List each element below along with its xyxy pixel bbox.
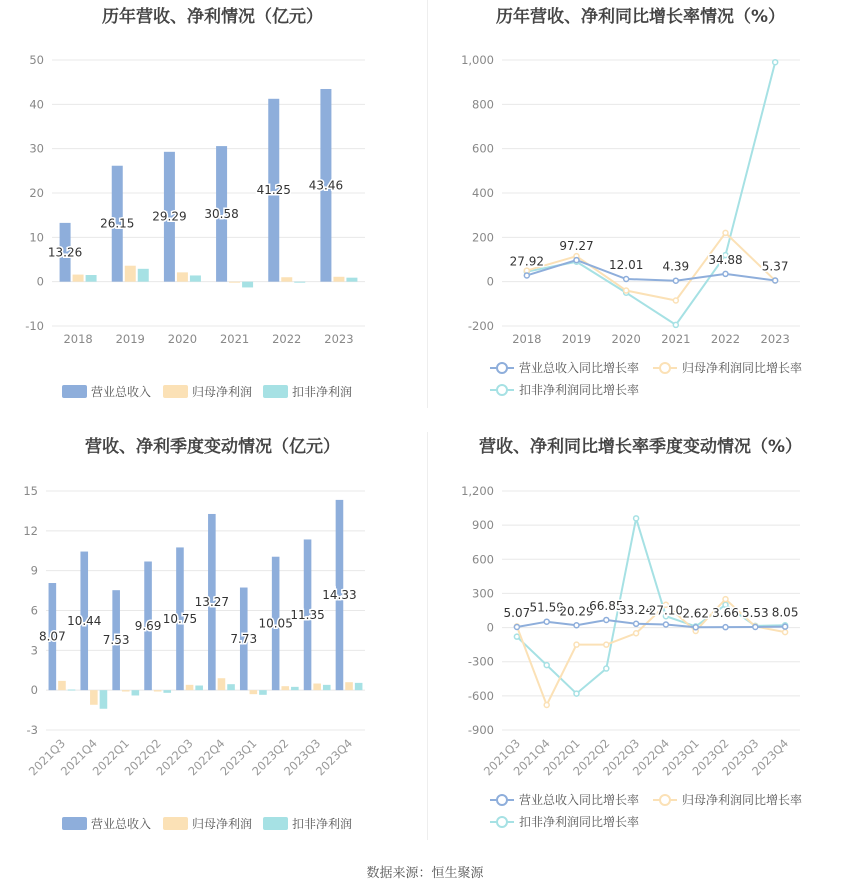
y-tick-label: 15 [23,484,38,498]
x-tick-label: 2023Q2 [689,736,732,779]
data-point [544,702,549,707]
y-tick-label: 600 [472,552,494,567]
legend-swatch [62,385,87,398]
x-tick-label: 2018 [63,332,93,346]
x-tick-label: 2023 [324,332,354,346]
chart-quarter-line [428,430,850,860]
y-tick-label: 30 [29,141,44,156]
legend-swatch [163,385,188,398]
chart-title: 营收、净利同比增长率季度变动情况（%） [478,437,803,457]
data-label: 8.05 [771,605,799,620]
data-label: 5.37 [761,259,789,274]
data-label: 13.26 [47,245,83,260]
bar [100,690,108,709]
x-tick-label: 2021Q3 [480,736,524,779]
y-tick-label: -10 [25,319,44,333]
data-label: 5.07 [503,605,531,620]
x-tick-label: 2023Q2 [249,736,292,779]
y-tick-label: 6 [30,603,38,618]
legend-label: 扣非净利润 [292,385,353,399]
x-tick-label: 2023Q3 [281,736,324,779]
bar [323,685,331,690]
bar [190,275,201,281]
y-tick-label: 20 [29,186,44,200]
data-label: 29.29 [152,209,187,224]
legend-swatch [263,385,288,398]
data-point [574,691,579,696]
y-tick-label: 300 [472,586,494,601]
data-point [773,60,778,65]
y-tick-label: 1,200 [461,484,494,498]
legend-label: 扣非净利润 [292,817,353,831]
x-tick-label: 2022Q2 [570,736,613,779]
chart-annual-bar-svg [0,0,425,430]
data-point [783,624,788,629]
legend-label: 营业总收入同比增长率 [519,793,640,807]
data-point [673,322,678,327]
data-point [634,631,639,636]
x-tick-label: 2018 [512,332,542,346]
x-tick-label: 2023Q1 [217,736,260,779]
data-label: 4.39 [662,259,690,274]
data-label: 3.66 [712,606,739,621]
legend-label: 营业总收入 [91,385,152,399]
chart-annual-bar [0,0,425,430]
y-tick-label: 10 [29,230,44,245]
data-label: 33.24 [618,602,654,617]
chart-title: 历年营收、净利同比增长率情况（%） [495,7,786,27]
chart-annual-line-svg [428,0,850,430]
data-label: 43.46 [308,178,344,193]
x-tick-label: 2023 [760,332,790,346]
x-tick-label: 2022 [710,332,741,346]
data-point [574,623,579,628]
data-point [524,273,529,278]
data-source-note: 数据来源：恒生聚源 [366,866,484,881]
bar [281,277,292,281]
data-label: 27.92 [509,254,545,269]
data-label: 11.35 [290,607,325,622]
y-tick-label: 9 [30,563,38,578]
chart-quarter-line-svg [428,430,850,860]
bar [154,690,162,691]
data-label: 10.44 [67,613,102,628]
bar [346,278,357,282]
x-tick-label: 2022 [272,332,302,346]
y-tick-label: 0 [486,274,494,289]
bar [138,269,149,282]
legend-marker [497,817,507,827]
bar [294,282,305,283]
data-point [544,619,549,624]
chart-title: 营收、净利季度变动情况（亿元） [85,437,340,457]
bar [90,690,98,705]
bar [345,682,353,690]
bar [291,687,299,690]
data-label: 14.33 [322,588,357,603]
bar [195,686,203,691]
legend-swatch [163,817,188,830]
legend-marker [660,363,670,373]
data-point [544,663,549,668]
series-line [517,620,785,627]
series-line [527,62,775,325]
x-tick-label: 2021Q3 [25,736,69,779]
bar [86,275,97,282]
bar [313,684,321,691]
y-tick-label: 12 [23,523,38,538]
data-label: 8.07 [38,629,66,644]
legend-swatch [62,817,87,830]
data-point [693,625,698,630]
data-point [624,277,629,282]
data-point [663,622,668,627]
data-point [723,597,728,602]
bar [333,277,344,282]
x-tick-label: 2021Q4 [57,736,100,779]
data-point [723,230,728,235]
y-tick-label: 50 [29,53,44,67]
y-tick-label: -900 [467,723,494,737]
data-point [783,630,788,635]
x-tick-label: 2021 [661,332,691,346]
legend-marker [497,363,507,373]
x-tick-label: 2022Q1 [89,736,132,779]
y-tick-label: 3 [30,643,38,658]
data-label: 7.53 [102,633,130,648]
x-tick-label: 2022Q4 [185,736,228,779]
legend-label: 营业总收入 [91,817,152,831]
data-label: 27.10 [648,603,684,618]
data-label: 30.58 [204,206,239,221]
data-label: 41.25 [256,183,291,198]
x-tick-label: 2021Q4 [510,736,553,779]
data-label: 34.88 [708,252,743,267]
data-label: 5.53 [741,605,769,620]
y-tick-label: 40 [29,97,44,112]
bar [250,690,258,694]
bar [355,683,363,690]
data-point [604,617,609,622]
data-point [574,642,579,647]
data-point [673,278,678,283]
legend-marker [497,385,507,395]
bar [259,690,267,695]
legend-label: 营业总收入同比增长率 [519,361,640,375]
data-point [624,288,629,293]
bar [125,266,136,282]
data-point [634,516,639,521]
y-tick-label: 0 [486,620,494,635]
x-tick-label: 2023Q4 [749,736,792,779]
data-label: 51.59 [529,600,564,615]
y-tick-label: -300 [467,654,494,669]
legend-label: 扣非净利润同比增长率 [519,383,640,397]
data-point [773,278,778,283]
data-point [634,621,639,626]
data-point [673,298,678,303]
bar [58,681,66,690]
y-tick-label: 1,000 [461,53,494,67]
x-tick-label: 2023Q4 [312,736,356,779]
x-tick-label: 2021 [219,332,250,346]
x-tick-label: 2020 [167,332,198,346]
legend-label: 扣非净利润同比增长率 [519,815,640,829]
chart-quarter-bar [0,430,425,860]
x-tick-label: 2022Q4 [629,736,673,779]
x-tick-label: 2022Q1 [540,736,583,779]
bar [122,690,130,691]
data-label: 10.75 [162,611,198,626]
bar [68,690,76,691]
chart-annual-line [428,0,850,430]
bar [229,282,240,283]
y-tick-label: 0 [30,683,38,698]
data-label: 20.29 [559,604,594,619]
y-tick-label: -600 [467,688,494,703]
x-tick-label: 2020 [611,332,641,346]
bar [227,684,235,690]
bar [163,690,171,693]
bar [73,275,84,282]
legend-label: 归母净利润同比增长率 [682,793,803,807]
legend-marker [660,795,670,805]
chart-title: 历年营收、净利情况（亿元） [102,7,323,27]
x-tick-label: 2022Q3 [600,736,643,779]
chart-quarter-bar-svg [0,430,425,860]
y-tick-label: 600 [472,141,494,156]
x-tick-label: 2019 [115,332,145,346]
data-point [514,634,519,639]
data-label: 66.85 [589,598,624,613]
legend-swatch [263,817,288,830]
data-label: 26.15 [100,216,135,231]
data-label: 9.69 [134,618,162,633]
y-tick-label: 200 [472,230,494,245]
data-label: 12.01 [608,258,644,273]
x-tick-label: 2022Q2 [121,736,164,779]
x-tick-label: 2019 [561,332,592,346]
x-tick-label: 2023Q1 [659,736,702,779]
legend-label: 归母净利润 [192,817,253,831]
y-tick-label: 900 [472,518,494,533]
bar [177,272,188,281]
x-tick-label: 2022Q3 [153,736,196,779]
bar [218,678,226,690]
bar [186,685,194,690]
bar [242,282,253,288]
legend-marker [497,795,507,805]
data-point [604,666,609,671]
data-point [753,624,758,629]
bar [132,690,140,695]
y-tick-label: 400 [472,186,494,200]
data-point [604,642,609,647]
legend-label: 归母净利润 [192,385,253,399]
legend-label: 归母净利润同比增长率 [682,361,803,375]
data-label: 7.73 [230,631,258,646]
bar [281,686,289,690]
data-label: 13.27 [194,595,230,610]
y-tick-label: -3 [26,723,38,737]
data-label: 10.05 [258,616,293,631]
data-point [574,258,579,263]
y-tick-label: 800 [472,97,494,112]
y-tick-label: 0 [36,274,44,289]
panel-divider [427,0,428,408]
data-point [514,624,519,629]
data-label: 2.62 [682,606,710,621]
x-tick-label: 2023Q3 [719,736,762,779]
y-tick-label: -200 [467,319,494,333]
data-point [723,271,728,276]
data-point [723,625,728,630]
data-label: 97.27 [559,239,594,254]
